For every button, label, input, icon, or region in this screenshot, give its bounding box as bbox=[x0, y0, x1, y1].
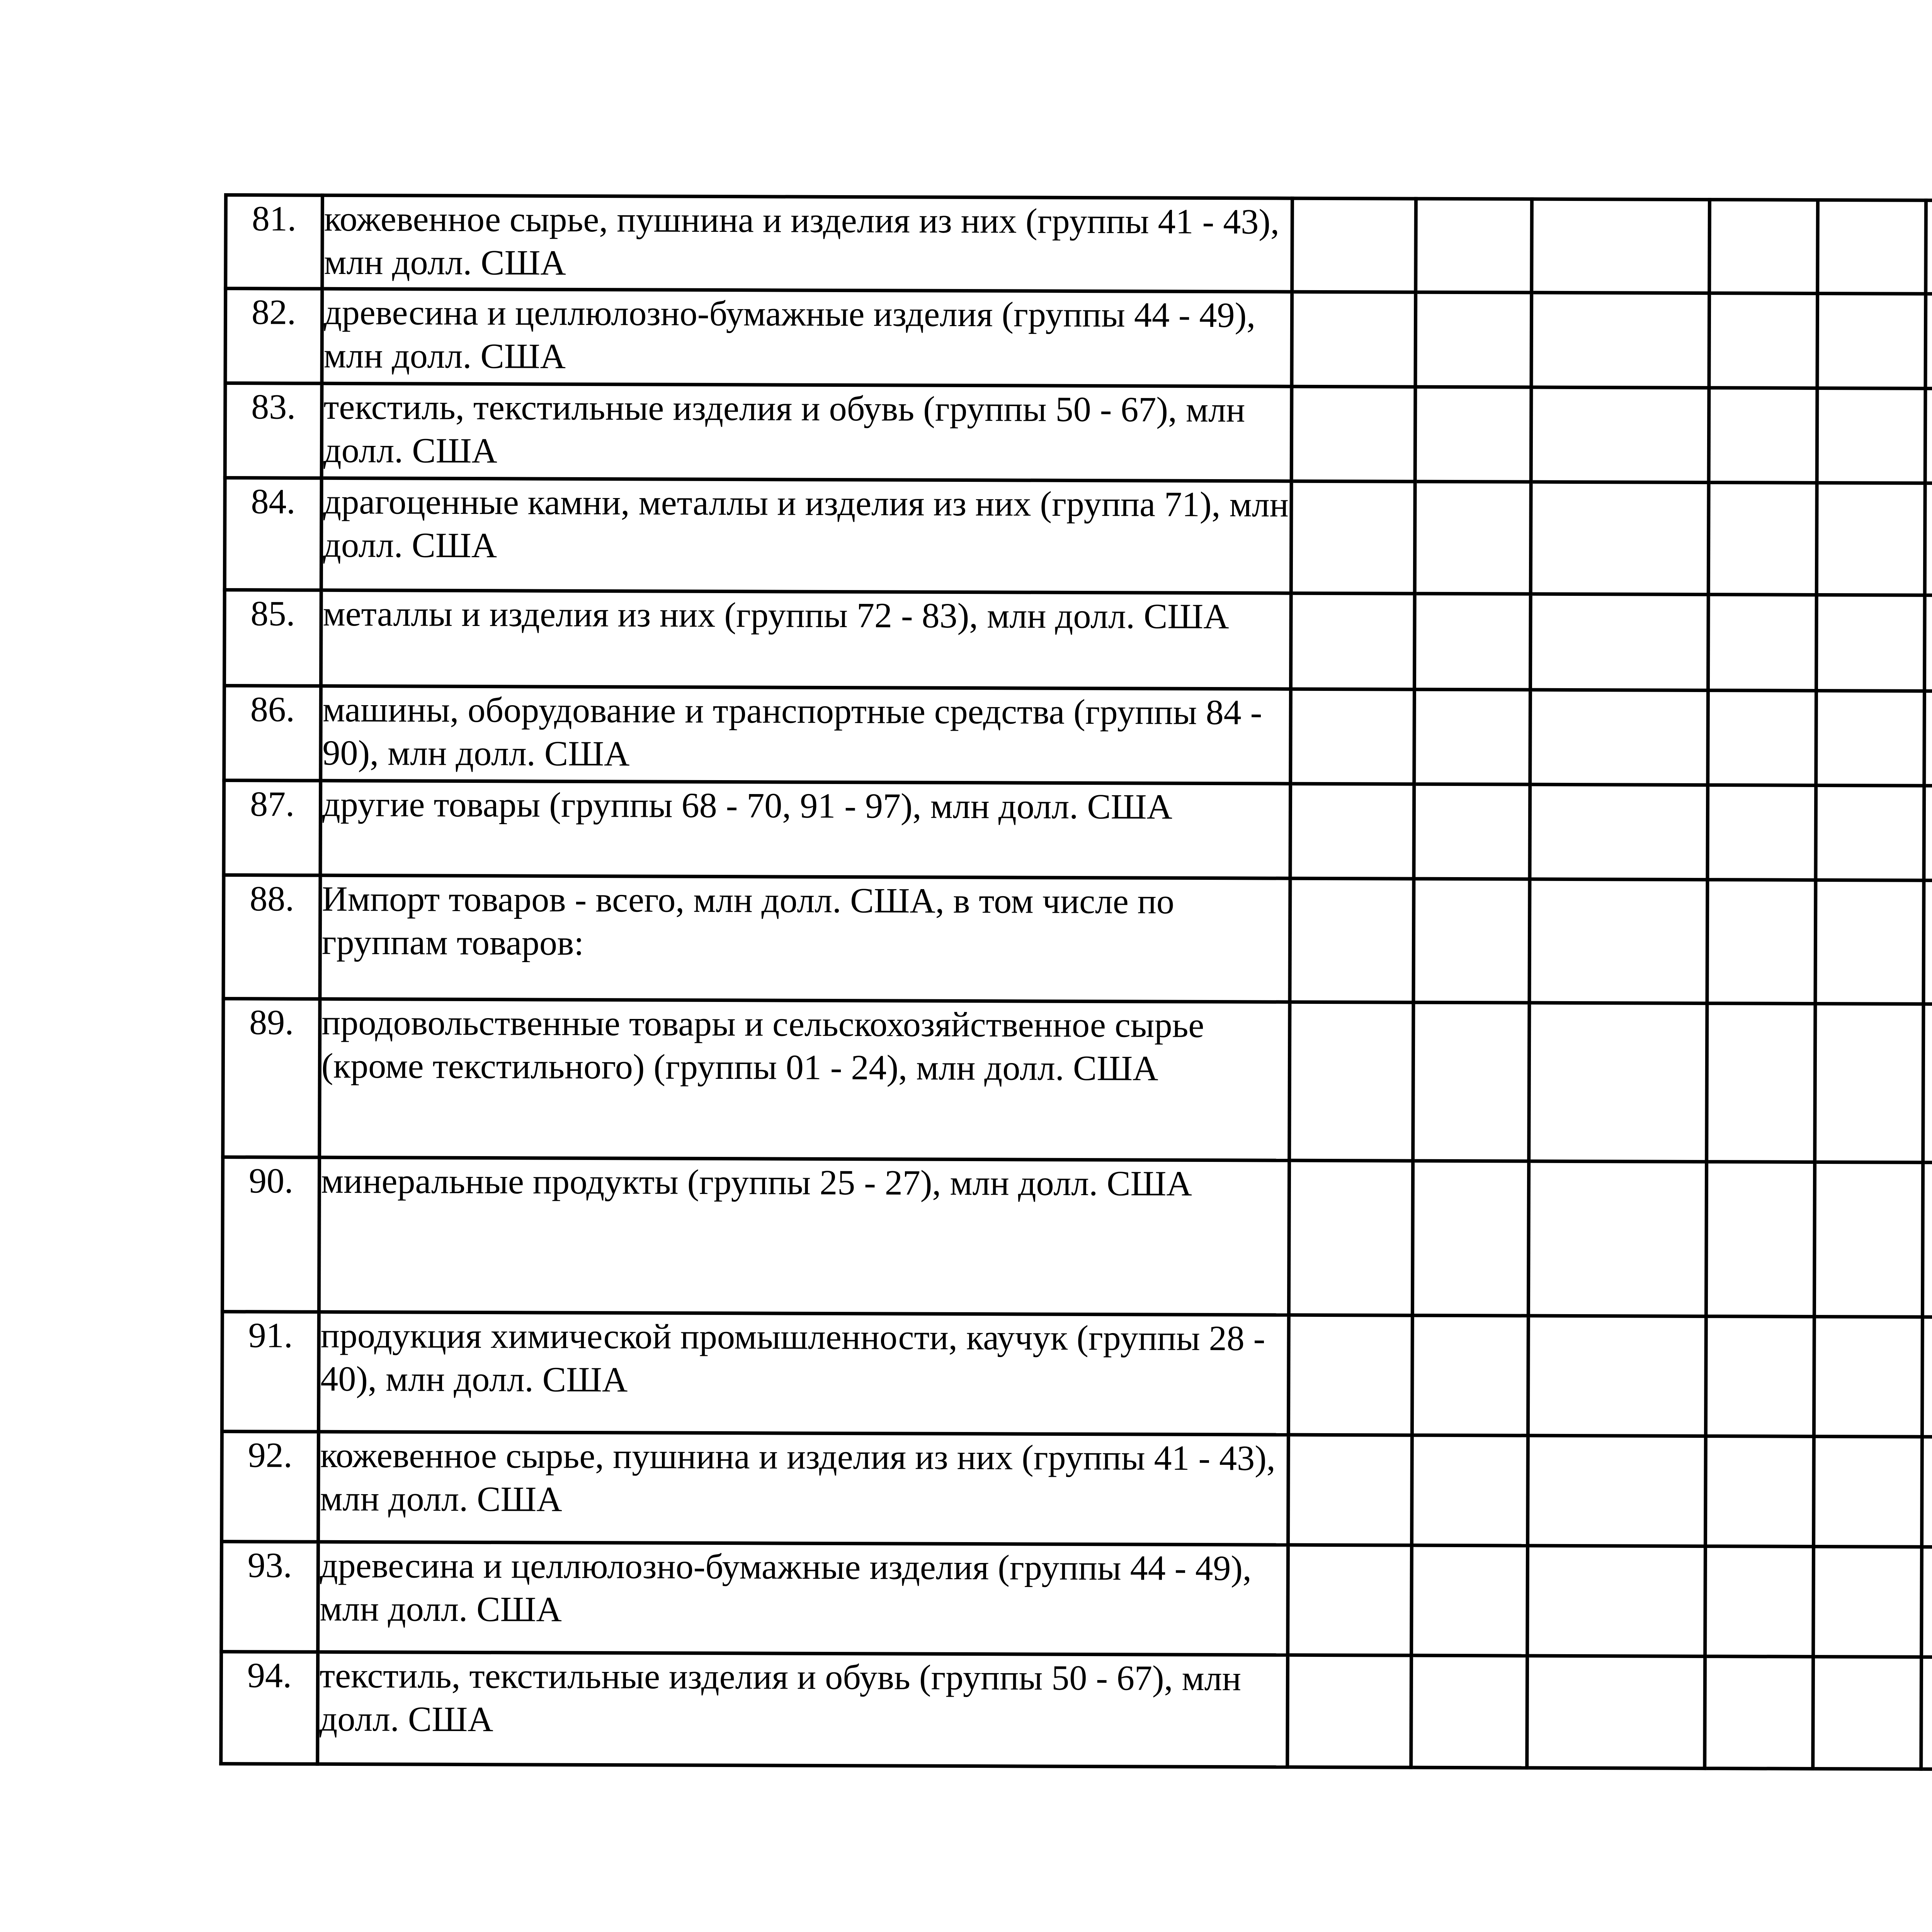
table-row bbox=[225, 383, 1932, 486]
row-number: 94. bbox=[221, 1651, 318, 1764]
value-cell bbox=[1814, 1162, 1923, 1317]
value-cell bbox=[1412, 1161, 1529, 1316]
value-cell bbox=[1531, 293, 1709, 388]
value-cell bbox=[1816, 483, 1925, 595]
value-cell bbox=[1708, 595, 1816, 691]
row-label: кожевенное сырье, пушнина и изделия из них (группы 41 - 43), млн долл. США bbox=[318, 1432, 1289, 1545]
row-number: 86. bbox=[224, 686, 321, 781]
value-cell bbox=[1814, 1316, 1922, 1437]
value-cell bbox=[1817, 293, 1926, 388]
value-cell bbox=[1412, 1545, 1528, 1656]
value-cell bbox=[1530, 594, 1708, 690]
value-cell bbox=[1706, 1162, 1815, 1317]
table-row bbox=[221, 1541, 1932, 1660]
table-row bbox=[224, 590, 1932, 694]
value-cell bbox=[1924, 595, 1932, 691]
value-cell bbox=[1527, 1546, 1706, 1656]
value-cell bbox=[1528, 1316, 1706, 1436]
value-cell bbox=[1291, 481, 1415, 594]
value-cell bbox=[1818, 200, 1926, 294]
value-cell bbox=[1415, 481, 1531, 594]
value-cell bbox=[1413, 879, 1530, 1003]
value-cell bbox=[1813, 1656, 1922, 1769]
value-cell bbox=[1709, 388, 1817, 483]
indicators-table bbox=[219, 193, 1932, 1774]
value-cell bbox=[1922, 1317, 1932, 1437]
table-row bbox=[223, 875, 1932, 1007]
row-label: текстиль, текстильные изделия и обувь (группы 50 - 67), млн долл. США bbox=[318, 1652, 1288, 1767]
value-cell bbox=[1530, 690, 1708, 785]
value-cell bbox=[1706, 1316, 1814, 1437]
table-row bbox=[222, 1431, 1932, 1550]
table-row bbox=[221, 1651, 1932, 1772]
value-cell bbox=[1706, 1436, 1814, 1547]
value-cell bbox=[1527, 1656, 1705, 1768]
value-cell bbox=[1922, 1437, 1932, 1547]
value-cell bbox=[1288, 1545, 1412, 1655]
table-row bbox=[224, 781, 1932, 884]
value-cell bbox=[1287, 1655, 1412, 1767]
table-body bbox=[221, 195, 1932, 1772]
row-label: продукция химической промышленности, каучук (группы 28 - 40), млн долл. США bbox=[318, 1312, 1289, 1435]
value-cell bbox=[1290, 784, 1414, 879]
value-cell bbox=[1415, 387, 1531, 482]
value-cell bbox=[1708, 690, 1816, 786]
value-cell bbox=[1412, 1315, 1528, 1435]
value-cell bbox=[1530, 784, 1708, 879]
value-cell bbox=[1925, 483, 1932, 595]
table-row bbox=[224, 478, 1932, 599]
row-label: текстиль, текстильные изделия и обувь (группы 50 - 67), млн долл. США bbox=[321, 383, 1292, 481]
value-cell bbox=[1709, 293, 1818, 388]
value-cell bbox=[1923, 1004, 1932, 1163]
value-cell bbox=[1416, 199, 1532, 293]
row-number: 89. bbox=[223, 999, 320, 1158]
value-cell bbox=[1816, 690, 1925, 786]
row-number: 90. bbox=[222, 1157, 319, 1312]
row-number: 83. bbox=[225, 383, 322, 478]
value-cell bbox=[1923, 880, 1932, 1004]
value-cell bbox=[1925, 388, 1932, 483]
value-cell bbox=[1411, 1655, 1527, 1768]
row-label: древесина и целлюлозно-бумажные изделия (группы 44 - 49), млн долл. США bbox=[322, 289, 1292, 386]
value-cell bbox=[1921, 1657, 1932, 1769]
value-cell bbox=[1532, 199, 1710, 293]
table-row bbox=[223, 999, 1932, 1166]
value-cell bbox=[1926, 200, 1932, 294]
value-cell bbox=[1531, 482, 1709, 594]
value-cell bbox=[1815, 1003, 1923, 1162]
value-cell bbox=[1922, 1547, 1932, 1657]
value-cell bbox=[1292, 292, 1416, 387]
value-cell bbox=[1528, 1435, 1706, 1546]
table-row bbox=[222, 1311, 1932, 1440]
table-row bbox=[226, 195, 1932, 297]
value-cell bbox=[1412, 1435, 1528, 1546]
value-cell bbox=[1414, 689, 1531, 784]
value-cell bbox=[1707, 880, 1816, 1004]
table-row bbox=[225, 289, 1932, 392]
row-label: Импорт товаров - всего, млн долл. США, в том числе по группам товаров: bbox=[320, 875, 1290, 1002]
value-cell bbox=[1707, 1003, 1815, 1162]
value-cell bbox=[1413, 1002, 1529, 1161]
value-cell bbox=[1709, 200, 1818, 294]
value-cell bbox=[1414, 594, 1531, 690]
value-cell bbox=[1289, 1160, 1413, 1315]
value-cell bbox=[1816, 595, 1925, 691]
value-cell bbox=[1708, 785, 1816, 880]
row-number: 88. bbox=[223, 875, 320, 999]
row-label: продовольственные товары и сельскохозяйственное сырье (кроме текстильного) (группы 01 - 24), млн долл. США bbox=[320, 999, 1290, 1160]
value-cell bbox=[1414, 784, 1530, 879]
row-label: металлы и изделия из них (группы 72 - 83), млн долл. США bbox=[321, 590, 1291, 689]
row-label: машины, оборудование и транспортные средства (группы 84 - 90), млн долл. США bbox=[321, 686, 1291, 784]
row-number: 91. bbox=[222, 1311, 319, 1432]
row-label: драгоценные камни, металлы и изделия из них (группа 71), млн долл. США bbox=[321, 478, 1291, 593]
value-cell bbox=[1531, 387, 1709, 482]
value-cell bbox=[1529, 1003, 1707, 1162]
row-number: 87. bbox=[224, 781, 321, 876]
value-cell bbox=[1705, 1546, 1814, 1657]
value-cell bbox=[1289, 1002, 1413, 1161]
row-number: 81. bbox=[226, 195, 323, 289]
value-cell bbox=[1817, 388, 1925, 483]
row-number: 84. bbox=[224, 478, 321, 590]
value-cell bbox=[1922, 1162, 1932, 1317]
row-number: 85. bbox=[224, 590, 321, 686]
value-cell bbox=[1708, 483, 1817, 595]
value-cell bbox=[1705, 1656, 1813, 1769]
value-cell bbox=[1415, 292, 1532, 387]
row-label: древесина и целлюлозно-бумажные изделия (группы 44 - 49), млн долл. США bbox=[318, 1542, 1288, 1655]
value-cell bbox=[1815, 880, 1924, 1004]
row-number: 93. bbox=[221, 1541, 318, 1652]
row-number: 92. bbox=[222, 1431, 319, 1542]
value-cell bbox=[1814, 1436, 1922, 1547]
value-cell bbox=[1924, 691, 1932, 786]
row-number: 82. bbox=[225, 289, 322, 384]
value-cell bbox=[1816, 785, 1924, 880]
value-cell bbox=[1291, 593, 1415, 689]
value-cell bbox=[1290, 878, 1414, 1002]
value-cell bbox=[1288, 1315, 1412, 1435]
value-cell bbox=[1528, 1161, 1706, 1316]
table-row bbox=[224, 686, 1932, 789]
table-row bbox=[222, 1157, 1932, 1320]
row-label: кожевенное сырье, пушнина и изделия из них (группы 41 - 43), млн долл. США bbox=[322, 195, 1293, 292]
value-cell bbox=[1291, 386, 1415, 481]
value-cell bbox=[1529, 879, 1708, 1003]
value-cell bbox=[1291, 689, 1415, 784]
row-label: минеральные продукты (группы 25 - 27), млн долл. США bbox=[319, 1157, 1289, 1315]
row-label: другие товары (группы 68 - 70, 91 - 97), млн долл. США bbox=[320, 781, 1291, 878]
value-cell bbox=[1925, 294, 1932, 389]
value-cell bbox=[1813, 1546, 1922, 1657]
value-cell bbox=[1924, 786, 1932, 881]
value-cell bbox=[1292, 198, 1416, 292]
value-cell bbox=[1288, 1435, 1412, 1545]
